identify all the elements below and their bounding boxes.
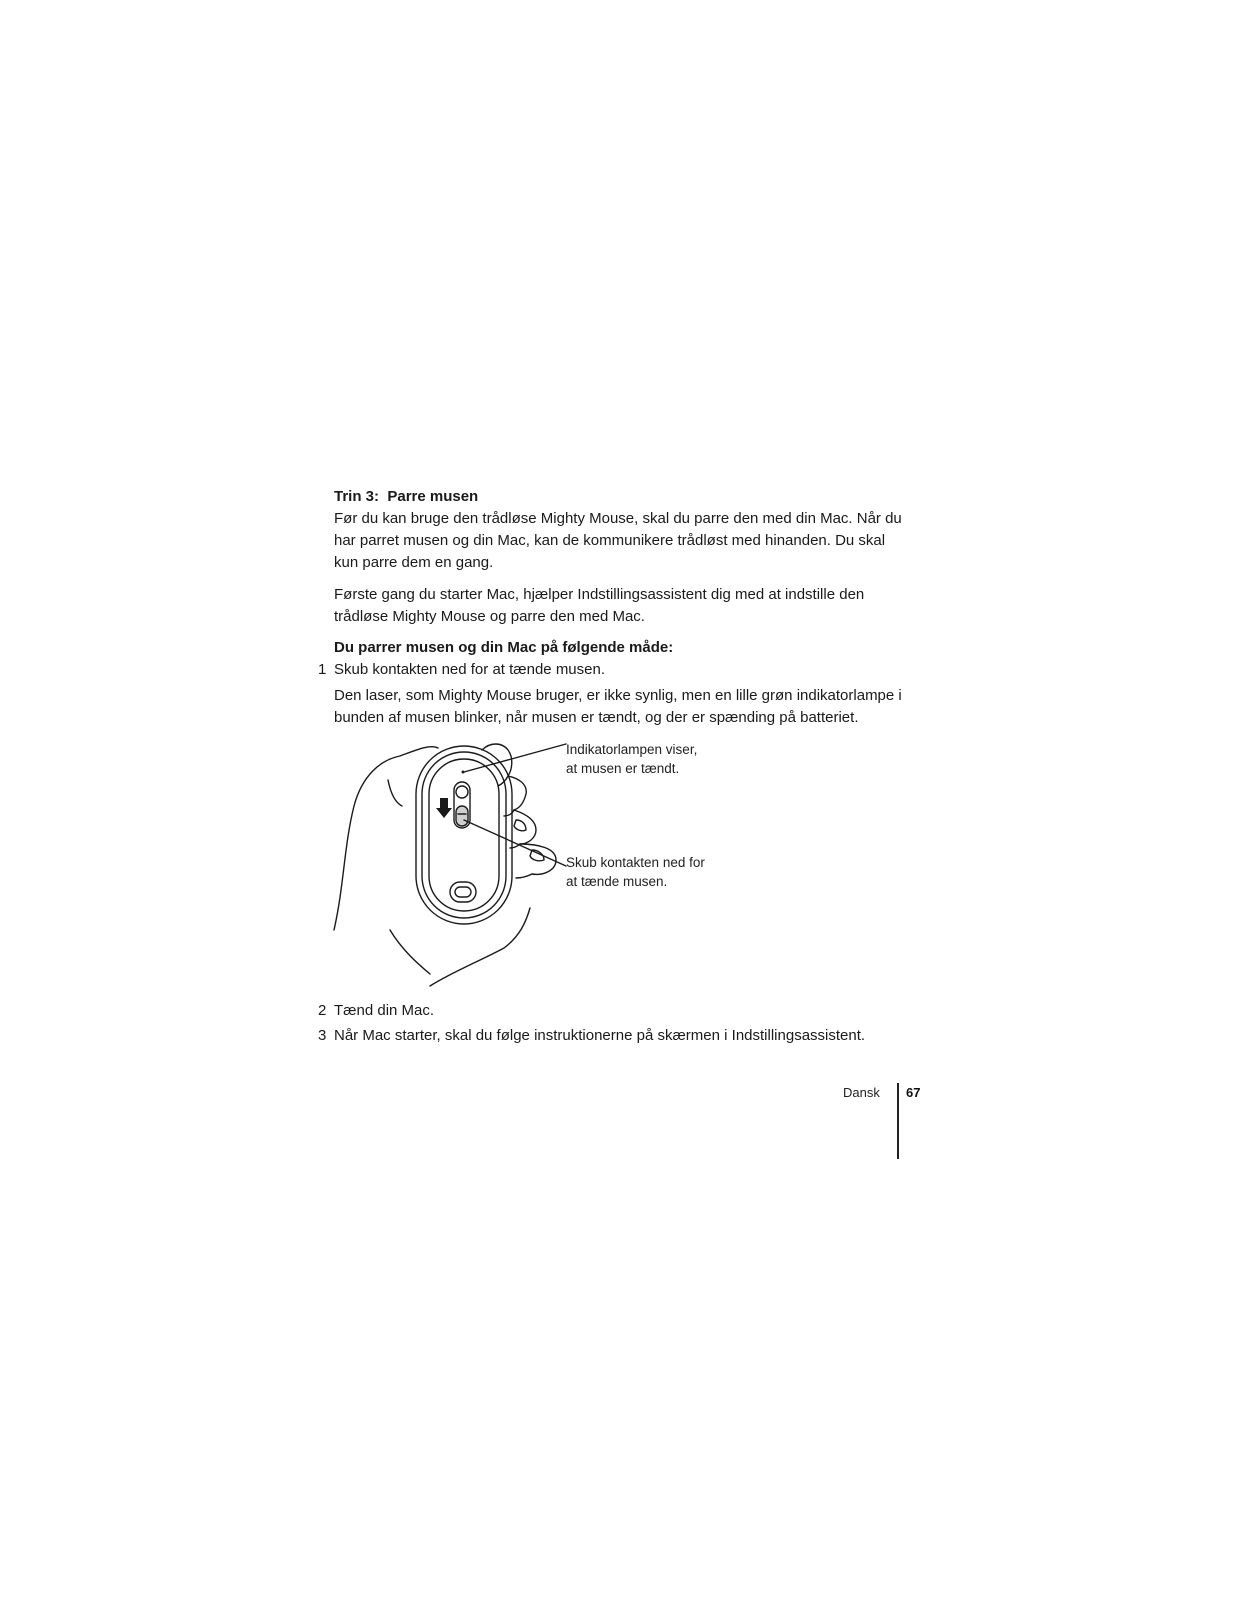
step-text: Når Mac starter, skal du følge instruktionerne på skærmen i Indstillingsassistent. — [334, 1027, 866, 1044]
footer-divider — [897, 1083, 899, 1159]
section-heading: Trin 3: Parre musen — [334, 488, 479, 505]
setup-assistant-paragraph: Første gang du starter Mac, hjælper Indstillingsassistent dig med at indstille den trådløse Mighty Mouse og parre den med Mac. — [334, 586, 865, 625]
page-number: 67 — [906, 1085, 921, 1100]
callout-indicator-line1: Indikatorlampen viser, — [566, 742, 698, 757]
callout-indicator-line2: at musen er tændt. — [566, 761, 680, 776]
step-2 — [318, 1000, 435, 1022]
step-1-detail: Den laser, som Mighty Mouse bruger, er ikke synlig, men en lille grøn indikatorlampe i bunden af musen blinker, når musen er tændt, og der er spænding på batteriet. — [334, 687, 902, 726]
step-text: Skub kontakten ned for at tænde musen. — [334, 661, 606, 678]
footer-language: Dansk — [843, 1085, 880, 1100]
procedure-subheading: Du parrer musen og din Mac på følgende måde: — [334, 639, 674, 656]
step-number: 2 — [318, 1002, 327, 1019]
step-1 — [318, 659, 904, 681]
callout-switch-line2: at tænde musen. — [566, 874, 668, 889]
arrow-down-icon — [436, 798, 452, 818]
callout-switch-line1: Skub kontakten ned for — [566, 855, 705, 870]
step-number: 1 — [318, 661, 327, 678]
step-text: Tænd din Mac. — [334, 1002, 435, 1019]
step-3 — [318, 1025, 866, 1047]
callout-indicator — [566, 740, 697, 778]
callout-switch — [566, 853, 705, 891]
intro-paragraph: Før du kan bruge den trådløse Mighty Mouse, skal du parre den med din Mac. Når du har parret musen og din Mac, kan de kommunikere trådløst med hinanden. Du skal kun parre dem en gang. — [334, 510, 902, 571]
main-content — [318, 486, 904, 744]
step-number: 3 — [318, 1027, 327, 1044]
